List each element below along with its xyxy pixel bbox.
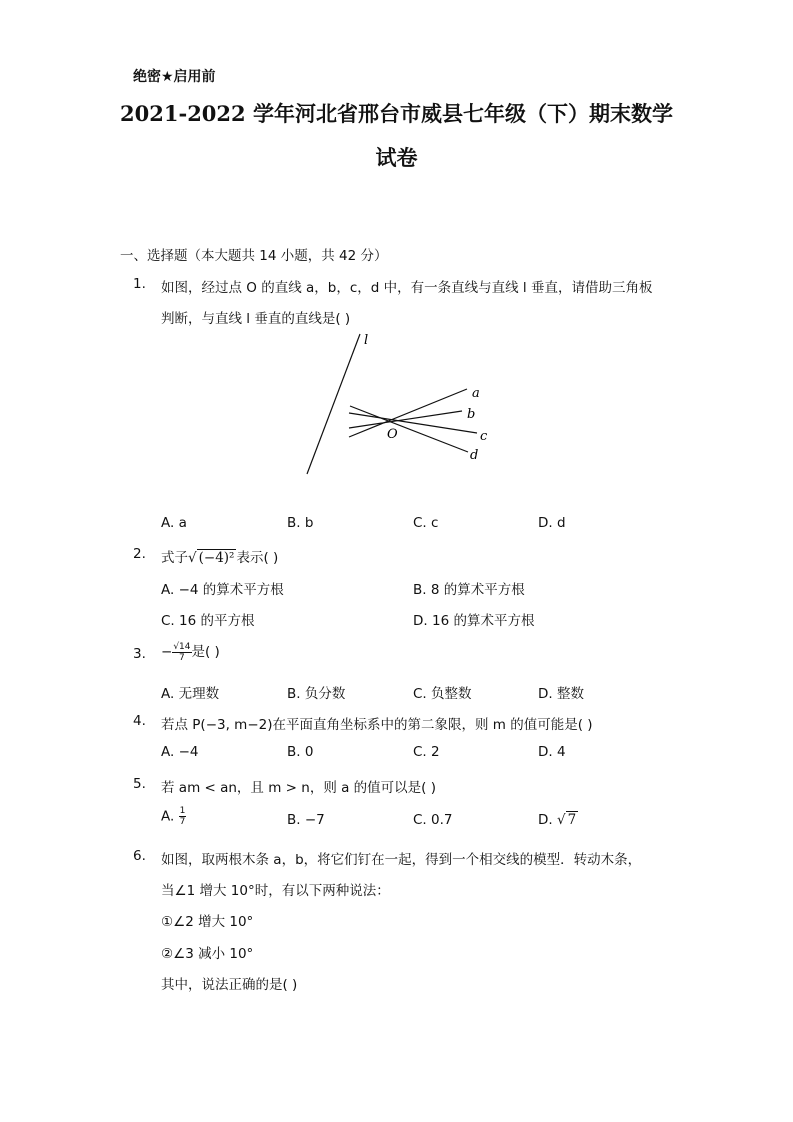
q3-frac-num: √14	[173, 641, 191, 652]
question-3-stem	[161, 640, 220, 663]
question-6-line1: 如图，取两根木条 a，b，将它们钉在一起，得到一个相交线的模型．转动木条，	[161, 852, 642, 868]
question-6-number: 6.	[133, 848, 146, 864]
line-l	[307, 334, 360, 474]
label-o: O	[387, 427, 398, 442]
q1-option-d: D. d	[538, 515, 566, 531]
q3-option-c: C. 负整数	[413, 686, 472, 702]
q5-option-d-label: D.	[538, 812, 553, 828]
q2-prefix: 式子	[161, 550, 188, 566]
q5-a-num: 1	[179, 806, 186, 816]
q3-option-a: A. 无理数	[161, 686, 220, 702]
exam-title-line1: 2021-2022 学年河北省邢台市威县七年级（下）期末数学	[120, 101, 673, 126]
question-5-number: 5.	[133, 776, 146, 792]
q3-option-d: D. 整数	[538, 686, 584, 702]
q1-option-b: B. b	[287, 515, 314, 531]
q2-option-d: D. 16 的算术平方根	[413, 613, 535, 629]
question-6-line4: ②∠3 减小 10°	[161, 946, 254, 962]
q4-option-d: D. 4	[538, 744, 566, 760]
q2-option-c: C. 16 的平方根	[161, 613, 255, 629]
section-heading: 一、选择题（本大题共 14 小题，共 42 分）	[120, 248, 388, 264]
q5-option-d-radicand: 7	[567, 812, 577, 828]
question-6-line2: 当∠1 增大 10°时，有以下两种说法：	[161, 883, 390, 899]
q5-sqrt-symbol: √	[556, 812, 566, 828]
question-2-stem	[161, 546, 278, 566]
question-5-stem: 若 am < an，且 m > n，则 a 的值可以是( )	[161, 780, 437, 796]
q5-option-a-fraction	[179, 806, 187, 827]
q3-fraction	[172, 642, 191, 663]
q5-option-b: B. −7	[287, 812, 325, 828]
q2-suffix: 表示( )	[236, 550, 279, 566]
q5-option-a-label: A.	[161, 808, 175, 825]
label-b: b	[467, 407, 476, 422]
q4-option-a: A. −4	[161, 744, 199, 760]
q3-suffix: 是( )	[191, 644, 220, 660]
question-1-line1: 如图，经过点 O 的直线 a，b，c，d 中，有一条直线与直线 l 垂直，请借助三角板	[161, 280, 653, 296]
q2-option-a: A. −4 的算术平方根	[161, 582, 284, 598]
q4-option-b: B. 0	[287, 744, 314, 760]
q5-a-den: 7	[179, 817, 186, 827]
q2-option-b: B. 8 的算术平方根	[413, 582, 525, 598]
q5-option-a	[161, 806, 186, 827]
question-4-number: 4.	[133, 713, 146, 729]
sqrt-symbol: √	[188, 550, 197, 566]
q5-option-d	[538, 812, 578, 828]
question-3-number: 3.	[133, 646, 146, 662]
label-d: d	[470, 448, 479, 463]
q3-option-b: B. 负分数	[287, 686, 346, 702]
question-6-line3: ①∠2 增大 10°	[161, 914, 254, 930]
label-a: a	[472, 386, 480, 401]
q4-option-c: C. 2	[413, 744, 440, 760]
q3-minus: −	[161, 644, 173, 660]
q5-option-c: C. 0.7	[413, 812, 453, 828]
q1-option-c: C. c	[413, 515, 439, 531]
q2-radicand: (−4)²	[198, 550, 235, 566]
exam-title-line2: 试卷	[375, 145, 418, 170]
question-4-stem: 若点 P(−3, m−2)在平面直角坐标系中的第二象限，则 m 的值可能是( )	[161, 717, 593, 733]
question-2-number: 2.	[133, 546, 146, 562]
q3-frac-den: 7	[179, 652, 185, 663]
confidential-label: 绝密★启用前	[133, 69, 216, 85]
question-1-line2: 判断，与直线 l 垂直的直线是( )	[161, 311, 351, 327]
question-1-number: 1.	[133, 276, 146, 292]
label-l: l	[364, 333, 369, 348]
label-c: c	[480, 429, 488, 444]
question-6-line5: 其中，说法正确的是( )	[161, 977, 298, 993]
q1-option-a: A. a	[161, 515, 187, 531]
